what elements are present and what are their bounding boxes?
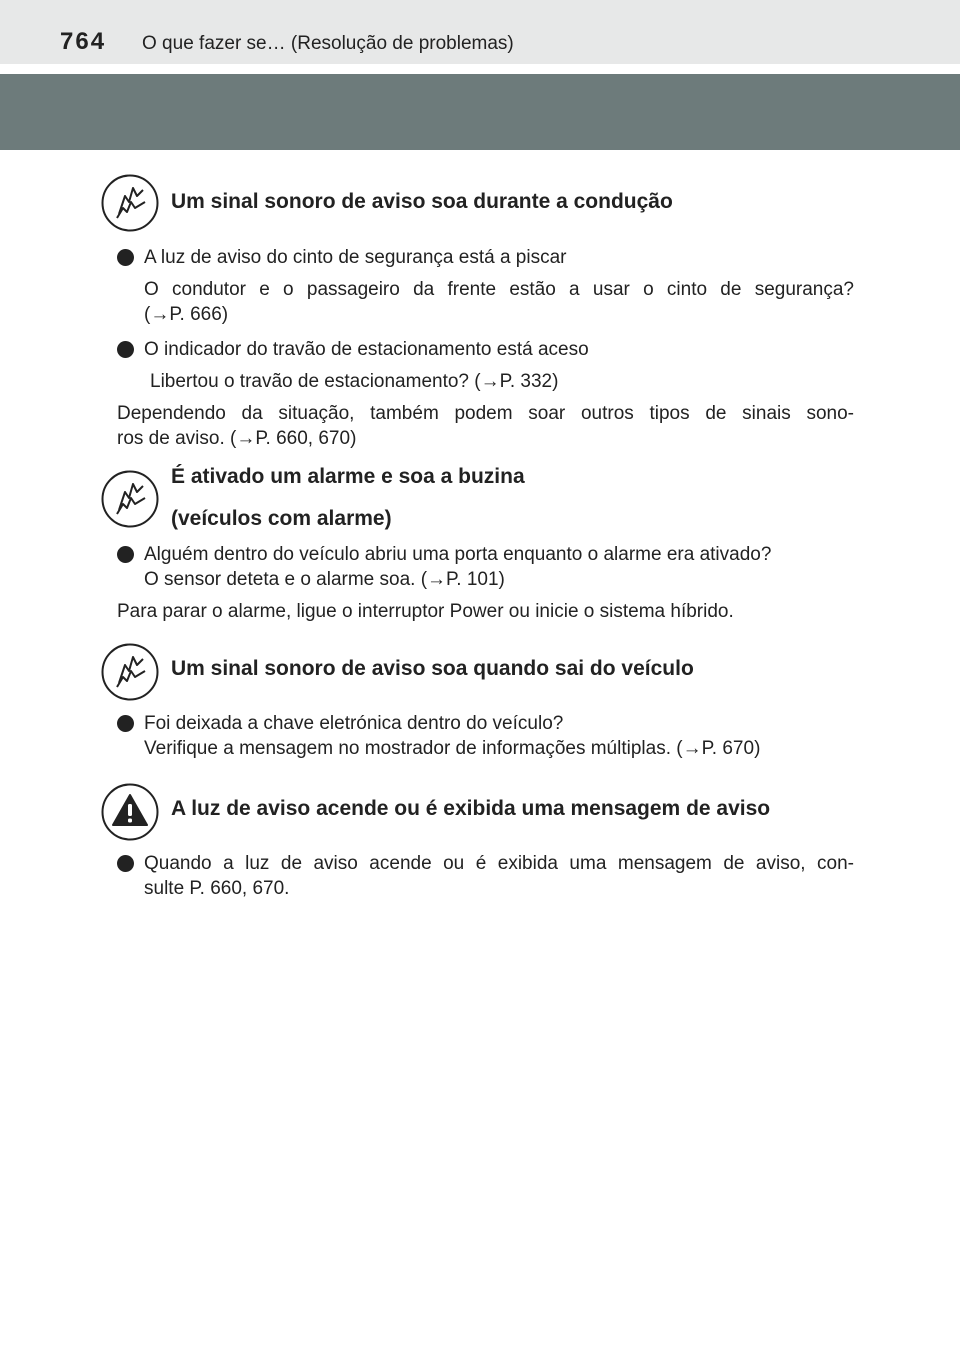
bolt-warning-icon <box>101 643 159 701</box>
section-band <box>0 74 960 150</box>
section-title: (veículos com alarme) <box>171 507 392 530</box>
bullet-text: O condutor e o passageiro da frente estão a usar o cinto de segurança? <box>144 279 854 300</box>
bullet-heading: Alguém dentro do veículo abriu uma porta enquanto o alarme era ativado? <box>144 544 772 565</box>
bullet-heading: Foi deixada a chave eletrónica dentro do veículo? <box>144 713 564 734</box>
bullet-text: Verifique a mensagem no mostrador de informações múltiplas. (→P. 670) <box>144 738 761 759</box>
bolt-warning-icon <box>101 174 159 232</box>
bullet-dot <box>117 249 134 266</box>
note-text: Para parar o alarme, ligue o interruptor Power ou inicie o sistema híbrido. <box>117 601 734 622</box>
note-text: ros de aviso. (→P. 660, 670) <box>117 428 357 449</box>
page-number: 764 <box>60 28 107 55</box>
section-title: A luz de aviso acende ou é exibida uma mensagem de aviso <box>171 797 771 820</box>
bullet-dot <box>117 546 134 563</box>
page-reference: (→P. 666) <box>144 304 229 325</box>
bullet-text: Quando a luz de aviso acende ou é exibida uma mensagem de aviso, con- <box>144 853 854 874</box>
section-title: Um sinal sonoro de aviso soa durante a condução <box>171 190 673 213</box>
section-title: É ativado um alarme e soa a buzina <box>171 465 525 488</box>
warning-triangle-icon <box>101 783 159 841</box>
bolt-warning-icon <box>101 470 159 528</box>
chapter-title: O que fazer se… (Resolução de problemas) <box>142 33 514 54</box>
bullet-text: O sensor deteta e o alarme soa. (→P. 101) <box>144 569 505 590</box>
bullet-heading: A luz de aviso do cinto de segurança está a piscar <box>144 247 567 268</box>
section-title: Um sinal sonoro de aviso soa quando sai do veículo <box>171 657 694 680</box>
bullet-heading: O indicador do travão de estacionamento está aceso <box>144 339 589 360</box>
bullet-text: sulte P. 660, 670. <box>144 878 290 899</box>
bullet-dot <box>117 855 134 872</box>
bullet-dot <box>117 341 134 358</box>
note-text: Dependendo da situação, também podem soar outros tipos de sinais sono- <box>117 403 854 424</box>
bullet-dot <box>117 715 134 732</box>
bullet-text: Libertou o travão de estacionamento? (→P. 332) <box>150 371 559 392</box>
